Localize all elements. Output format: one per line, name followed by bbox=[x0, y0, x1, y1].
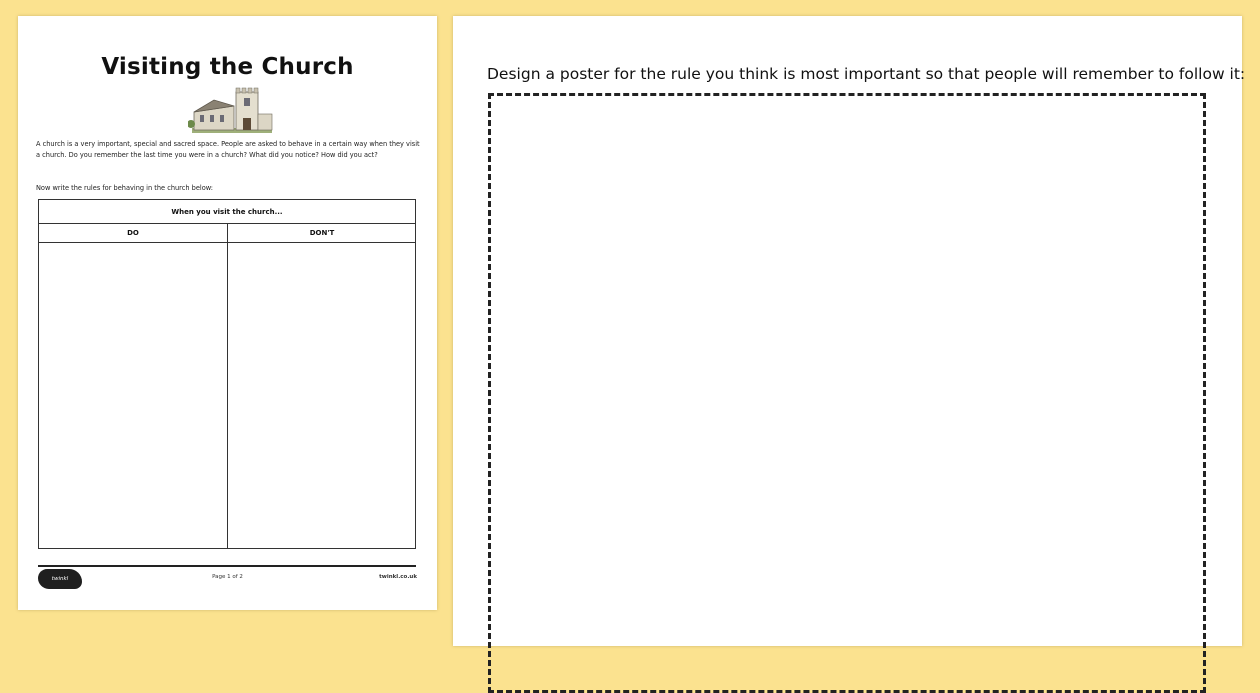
worksheet-page-1 bbox=[18, 16, 437, 610]
rules-table bbox=[38, 199, 416, 549]
do-column-area[interactable] bbox=[39, 243, 228, 549]
column-header-do: DO bbox=[39, 224, 228, 243]
intro-paragraph: A church is a very important, special and sacred space. People are asked to behave in a certain way when they visit a church. Do you remember the last time you were in a church? What did you notice? How did you act? bbox=[36, 140, 420, 159]
page-number: Page 1 of 2 bbox=[212, 574, 243, 580]
twinkl-logo: twinkl bbox=[38, 569, 82, 589]
table-heading: When you visit the church... bbox=[39, 200, 415, 224]
dont-column-area[interactable] bbox=[228, 243, 416, 549]
worksheet-page-2 bbox=[453, 16, 1246, 646]
site-url: twinkl.co.uk bbox=[379, 574, 417, 580]
instruction-text: Now write the rules for behaving in the church below: bbox=[36, 184, 214, 192]
worksheet-title: Visiting the Church bbox=[101, 54, 354, 80]
poster-drawing-area[interactable] bbox=[488, 93, 1206, 693]
poster-heading: Design a poster for the rule you think is most important so that people will remember to follow it: bbox=[487, 65, 1246, 83]
footer-divider bbox=[38, 565, 416, 567]
church-illustration-icon bbox=[188, 82, 274, 134]
column-header-dont: DON'T bbox=[228, 224, 416, 243]
